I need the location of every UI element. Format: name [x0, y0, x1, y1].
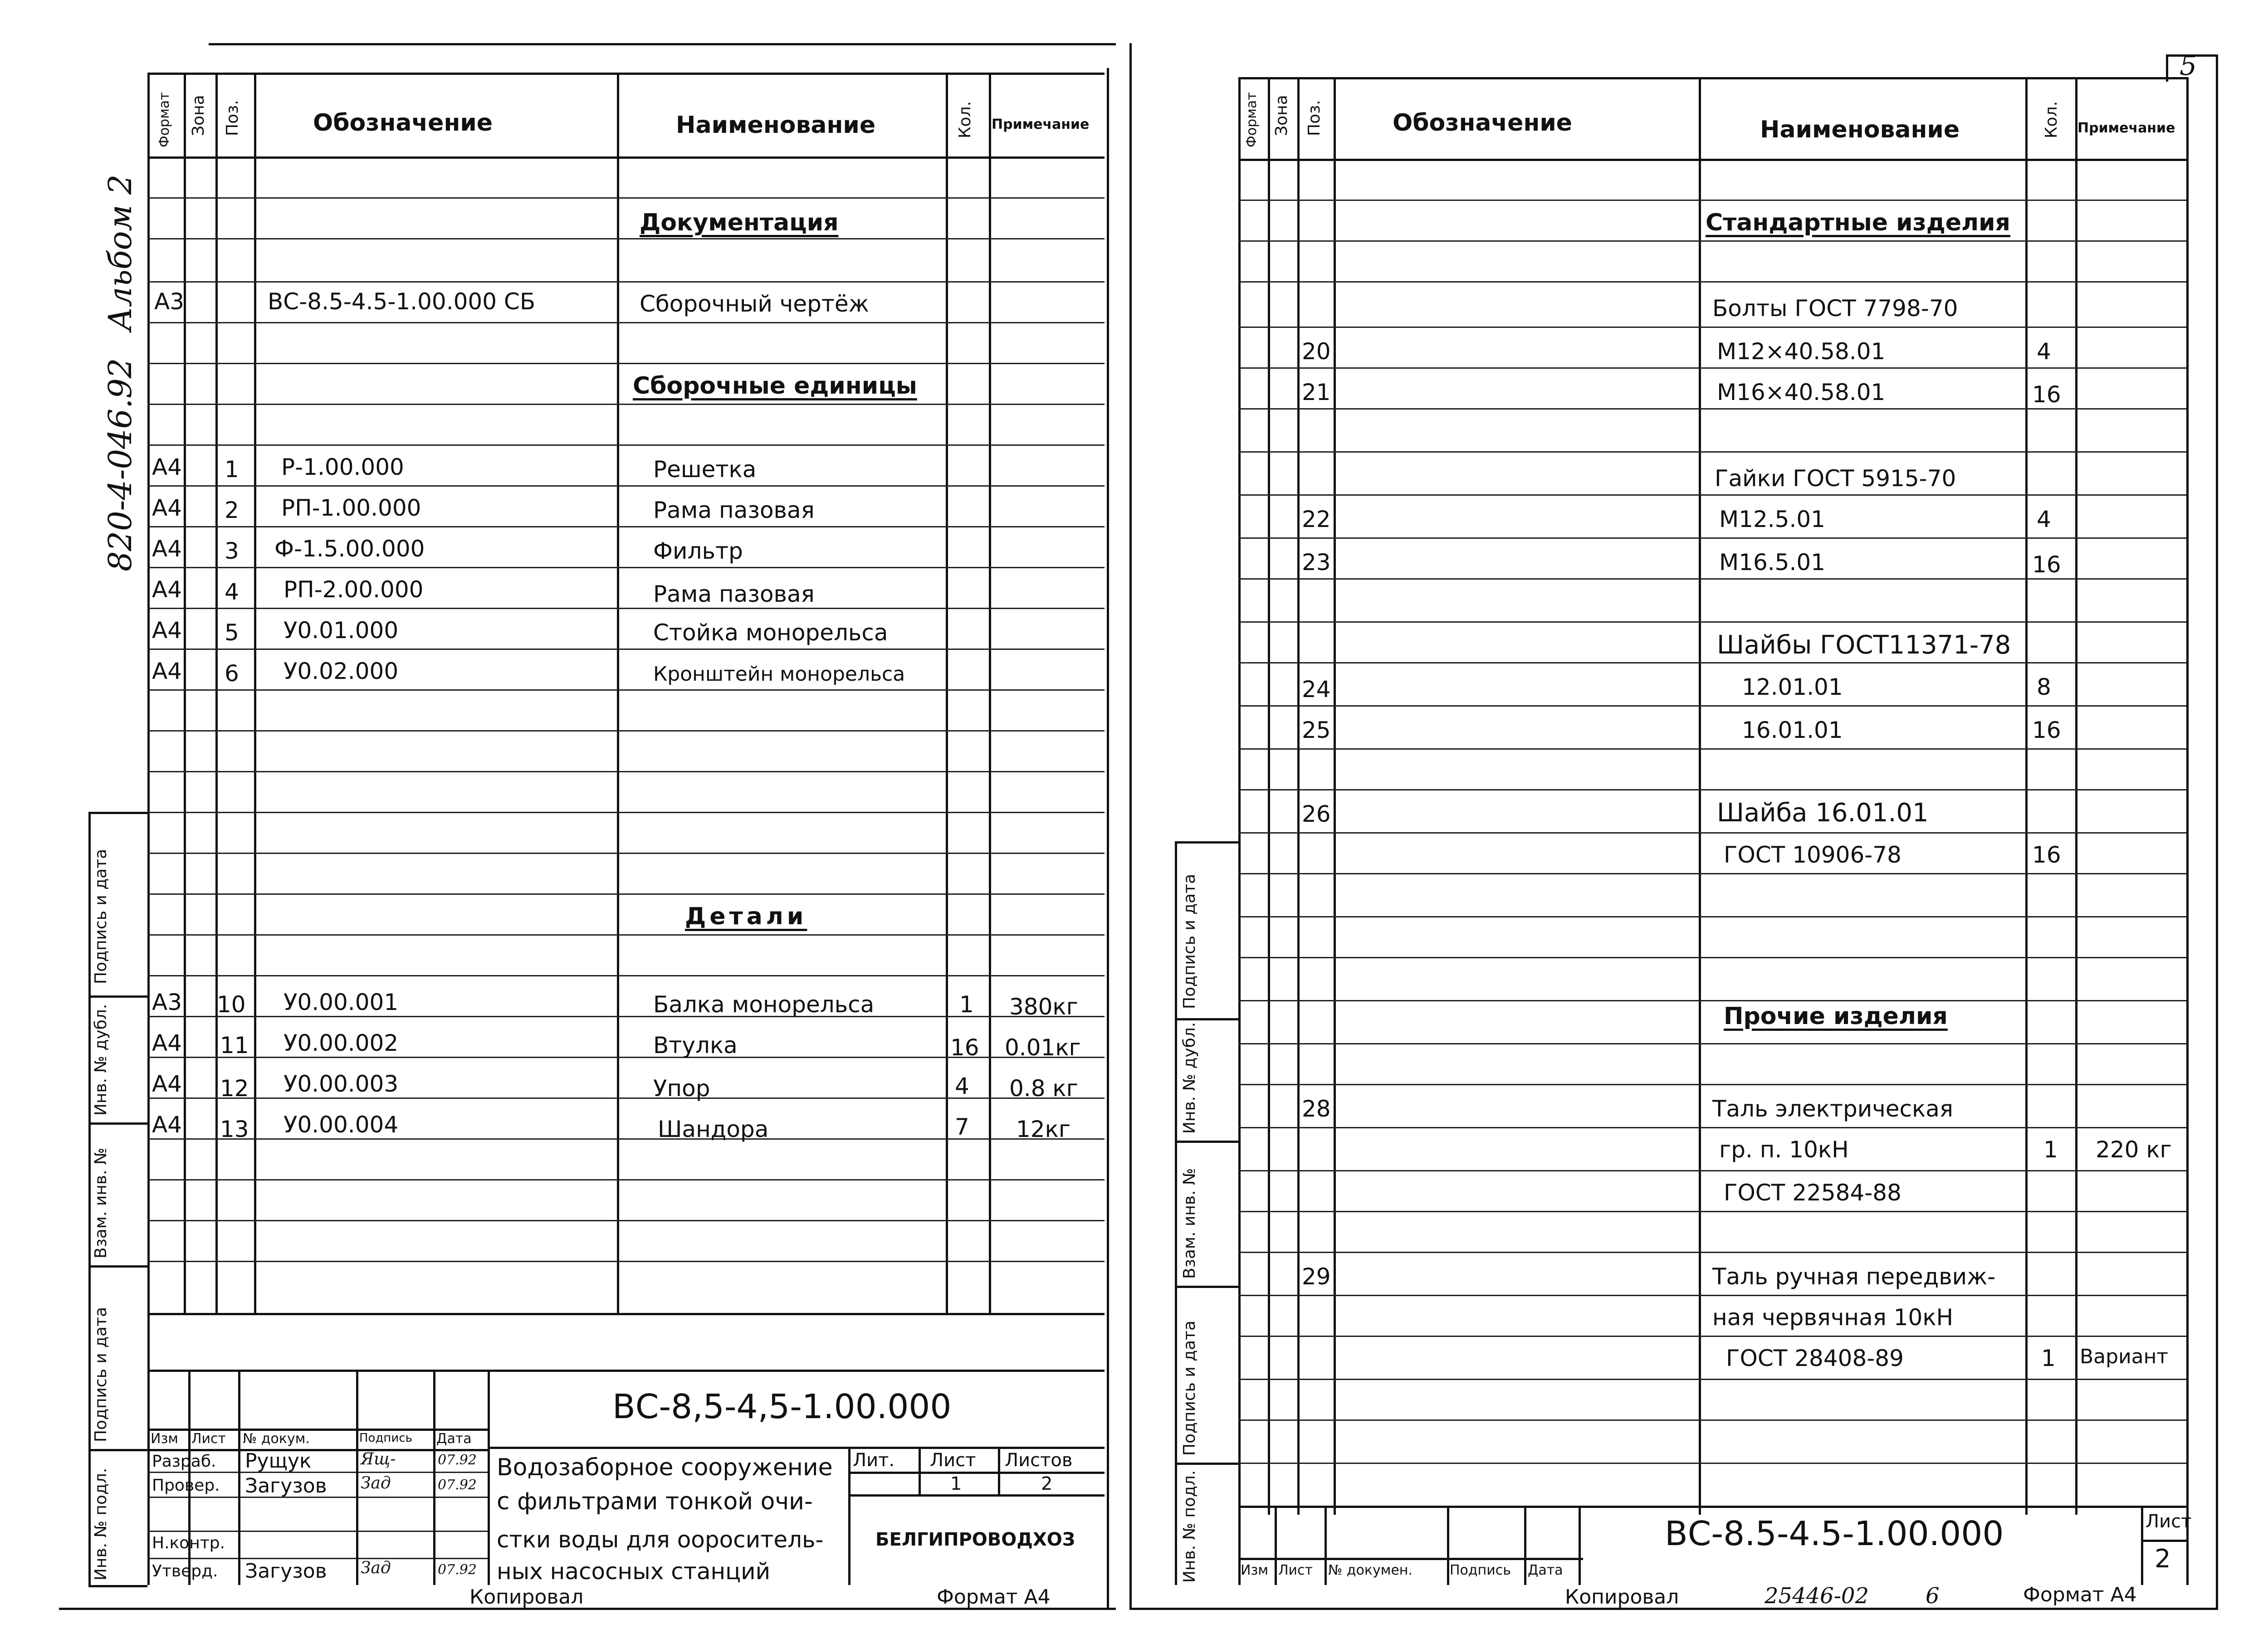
row-pos: 3: [225, 538, 239, 564]
row-name: Фильтр: [653, 538, 743, 564]
tb-person: Загузов: [245, 1474, 327, 1497]
row-name: Стойка монорельса: [653, 619, 888, 646]
row-line: [147, 281, 1105, 283]
row-line: [1238, 1084, 2186, 1085]
row-note: Вариант: [2080, 1345, 2169, 1368]
footer-copied: Копировал: [1565, 1585, 1679, 1609]
row-line: [1238, 240, 2186, 242]
row-name: Упор: [653, 1075, 710, 1102]
row-name: ГОСТ 22584-88: [1724, 1180, 1901, 1206]
row-format: А4: [152, 495, 182, 521]
row-line: [1238, 281, 2186, 283]
row-name: М16×40.58.01: [1717, 379, 1886, 405]
tb-col-list: Лист: [1278, 1562, 1313, 1578]
row-pos: 2: [225, 497, 239, 523]
tb-person: Рущук: [245, 1449, 312, 1473]
row-note: 12кг: [1016, 1116, 1071, 1142]
row-format: А4: [152, 536, 182, 562]
row-line: [147, 649, 1105, 650]
row-line: [147, 567, 1105, 568]
stamp-sign-date: Подпись и дата: [92, 849, 110, 984]
row-format: А4: [152, 1030, 182, 1056]
tb-col: [1447, 1506, 1449, 1585]
doc-code-vertical: 820-4-046.92: [102, 358, 139, 571]
tb-col-date: Дата: [436, 1431, 472, 1447]
stamp-inv-swap: Взам. инв. №: [1180, 1168, 1199, 1279]
row-qty: 16: [2032, 717, 2061, 743]
page-number: 5: [2180, 50, 2197, 82]
row-name: Рама пазовая: [653, 497, 815, 523]
row-designation: У0.00.001: [284, 989, 399, 1015]
row-line: [1238, 789, 2186, 790]
stamp-line: [88, 1585, 147, 1587]
row-line: [147, 1261, 1105, 1262]
right-col: [2075, 77, 2077, 1515]
row-qty: 4: [2037, 338, 2051, 365]
stamp-line: [88, 995, 147, 998]
footer-format: Формат А4: [937, 1585, 1051, 1609]
footer-order-sheet: 6: [1926, 1583, 1940, 1609]
left-table-left: [147, 73, 150, 1585]
row-name: ная червячная 10кН: [1712, 1304, 1954, 1331]
tb-col: [1579, 1506, 1581, 1585]
tb-title-line: стки воды для оороситель-: [497, 1527, 824, 1553]
tb-line: [147, 1472, 488, 1473]
row-format: А4: [152, 576, 182, 603]
tb-col: [488, 1370, 490, 1585]
right-stamp-outer: [1175, 841, 1177, 1585]
row-line: [147, 934, 1105, 936]
row-line: [1238, 494, 2186, 496]
left-top-edge: [209, 43, 1116, 45]
row-line: [1238, 832, 2186, 834]
left-table-top: [147, 73, 1105, 75]
row-pos: 26: [1302, 801, 1331, 827]
row-qty: 16: [2032, 842, 2061, 868]
stamp-inv-dup: Инв. № дубл.: [92, 1004, 110, 1116]
header-note: Примечание: [2077, 120, 2175, 136]
row-name: 16.01.01: [1742, 717, 1843, 743]
tb-col-date: Дата: [1528, 1562, 1563, 1578]
row-line: [147, 853, 1105, 854]
right-col: [1334, 77, 1336, 1515]
tb-sheets-total: 2: [1041, 1473, 1053, 1494]
left-col-2: [215, 73, 218, 1315]
left-doc-code: ВС-8,5-4,5-1.00.000: [612, 1387, 952, 1426]
stamp-line: [1175, 1463, 1238, 1465]
tb-col-doc: № докум.: [243, 1431, 310, 1447]
row-qty: 8: [2037, 674, 2051, 700]
row-line: [147, 197, 1105, 199]
row-name: Болты ГОСТ 7798-70: [1712, 295, 1958, 322]
row-name: Шандора: [658, 1116, 769, 1142]
stamp-inv-orig: Инв. № подл.: [92, 1468, 110, 1580]
row-line: [147, 1179, 1105, 1180]
stamp-line: [1175, 1018, 1238, 1020]
row-line: [1238, 327, 2186, 328]
row-line: [1238, 451, 2186, 453]
tb-sheet-label: Лист: [2146, 1511, 2192, 1532]
row-designation: У0.00.002: [284, 1030, 399, 1056]
row-line: [1238, 367, 2186, 369]
stamp-line: [88, 812, 147, 814]
row-pos: 29: [1302, 1263, 1331, 1290]
row-qty: 16: [950, 1034, 979, 1061]
tb-line: [2141, 1540, 2186, 1542]
row-line: [147, 444, 1105, 446]
section-standard: Стандартные изделия: [1706, 209, 2010, 236]
header-designation: Обозначение: [1393, 109, 1573, 137]
tb-sheet-no: 2: [2155, 1544, 2171, 1574]
tb-col: [1275, 1506, 1277, 1585]
right-doc-code: ВС-8.5-4.5-1.00.000: [1665, 1514, 2004, 1553]
header-format: Формат: [156, 92, 172, 147]
row-format: А4: [152, 617, 182, 644]
stamp-sign-date-2: Подпись и дата: [1180, 1320, 1199, 1456]
row-pos: 6: [225, 660, 239, 687]
header-zone: Зона: [189, 95, 208, 136]
tb-person: Загузов: [245, 1560, 327, 1583]
row-name: Гайки ГОСТ 5915-70: [1715, 465, 1956, 492]
tb-role: Провер.: [152, 1476, 220, 1495]
row-line: [1238, 1043, 2186, 1044]
header-name: Наименование: [676, 112, 876, 139]
tb-col-doc: № докумен.: [1328, 1562, 1413, 1578]
row-line: [1238, 200, 2186, 201]
tb-col-sign: Подпись: [1450, 1562, 1511, 1578]
row-line: [1238, 916, 2186, 917]
tb-line: [147, 1531, 488, 1532]
row-pos: 5: [225, 619, 239, 646]
footer-format: Формат А4: [2023, 1583, 2137, 1606]
stamp-sign-date: Подпись и дата: [1180, 873, 1199, 1009]
row-line: [1238, 1170, 2186, 1171]
tb-col: [998, 1447, 1000, 1494]
row-line: [1238, 748, 2186, 750]
row-line: [147, 485, 1105, 487]
section-other: Прочие изделия: [1724, 1003, 1948, 1030]
header-pos: Поз.: [223, 100, 242, 136]
row-name: Рама пазовая: [653, 581, 815, 607]
tb-col: [848, 1447, 850, 1585]
row-name: Шайбы ГОСТ11371-78: [1717, 630, 2011, 660]
row-name: Шайба 16.01.01: [1717, 798, 1929, 828]
stamp-inv-swap: Взам. инв. №: [92, 1147, 110, 1258]
left-header-bottom: [147, 156, 1105, 159]
tb-col: [1524, 1506, 1526, 1585]
left-col-4: [617, 73, 619, 1315]
row-line: [147, 975, 1105, 976]
tb-sheets-label: Листов: [1005, 1450, 1073, 1471]
header-zone: Зона: [1272, 95, 1291, 136]
row-note: 220 кг: [2096, 1136, 2172, 1163]
stamp-line: [1175, 1286, 1238, 1288]
row-designation: РП-1.00.000: [281, 495, 421, 521]
row-line: [1238, 705, 2186, 707]
tb-signature: Зад: [361, 1559, 391, 1577]
row-qty: 1: [959, 991, 974, 1018]
right-table-right: [2186, 77, 2189, 1585]
row-qty: 7: [955, 1114, 969, 1140]
row-line: [1238, 662, 2186, 663]
stamp-inv-dup: Инв. № дубл.: [1180, 1022, 1199, 1134]
right-col: [1268, 77, 1270, 1515]
row-line: [147, 689, 1105, 691]
row-line: [1238, 408, 2186, 410]
tb-org: БЕЛГИПРОВОДХОЗ: [875, 1529, 1075, 1550]
tb-title-line: Водозаборное сооружение: [497, 1454, 833, 1481]
row-format: А4: [152, 1112, 182, 1138]
tb-col-izm: Изм: [1241, 1562, 1269, 1578]
row-name: М12.5.01: [1719, 506, 1825, 532]
tb-date: 07.92: [438, 1477, 477, 1493]
right-col: [2025, 77, 2028, 1515]
row-designation: У0.00.004: [284, 1112, 399, 1138]
row-pos: 4: [225, 579, 239, 605]
row-pos: 13: [220, 1116, 249, 1142]
row-designation: У0.02.000: [284, 658, 399, 684]
left-col-1: [184, 73, 186, 1315]
row-name: гр. п. 10кН: [1719, 1136, 1849, 1163]
row-line: [1238, 1252, 2186, 1253]
tb-sheet-label: Лист: [930, 1450, 976, 1471]
stamp-line: [88, 1449, 147, 1451]
stamp-sign-date-2: Подпись и дата: [92, 1307, 110, 1442]
right-left-edge: [1129, 43, 1132, 1608]
row-line: [1238, 1463, 2186, 1464]
row-name: М12×40.58.01: [1717, 338, 1886, 365]
header-qty: Кол.: [2042, 101, 2061, 138]
header-name: Наименование: [1760, 116, 1960, 143]
row-format: А4: [152, 658, 182, 684]
row-name: М16.5.01: [1719, 549, 1825, 576]
row-line: [147, 363, 1105, 364]
row-qty: 16: [2032, 551, 2061, 578]
stamp-line: [1175, 841, 1238, 844]
left-col-3: [254, 73, 256, 1315]
tb-title-line: ных насосных станций: [497, 1558, 771, 1585]
tb-role: Разраб.: [152, 1452, 216, 1471]
row-line: [1238, 621, 2186, 623]
section-assembly-units: Сборочные единицы: [633, 372, 917, 400]
row-qty: 16: [2032, 381, 2061, 408]
right-col: [1699, 77, 1701, 1515]
header-designation: Обозначение: [313, 109, 493, 137]
tb-signature: Ящ-: [361, 1450, 396, 1468]
tb-line: [147, 1449, 488, 1451]
header-qty: Кол.: [956, 101, 974, 138]
row-name: Решетка: [653, 456, 757, 483]
tb-signature: Зад: [361, 1474, 391, 1493]
left-col-6: [989, 73, 991, 1315]
row-pos: 23: [1302, 549, 1331, 576]
left-right-edge: [1107, 68, 1109, 1610]
row-line: [1238, 873, 2186, 874]
right-col: [1297, 77, 1300, 1515]
header-note: Примечание: [992, 117, 1090, 132]
tb-col: [2141, 1506, 2143, 1585]
row-designation: Ф-1.5.00.000: [274, 536, 425, 562]
tb-line: [147, 1370, 1105, 1372]
row-pos: 21: [1302, 379, 1331, 405]
tb-line: [848, 1494, 1105, 1497]
tb-col: [238, 1370, 240, 1585]
row-line: [147, 730, 1105, 732]
tb-date: 07.92: [438, 1562, 477, 1578]
doc-name: Сборочный чертёж: [640, 291, 869, 317]
row-line: [147, 1220, 1105, 1221]
tb-col: [919, 1447, 921, 1494]
row-line: [1238, 537, 2186, 539]
row-designation: У0.01.000: [284, 617, 399, 644]
right-right-edge: [2216, 54, 2218, 1608]
row-line: [1238, 1127, 2186, 1128]
row-pos: 12: [220, 1075, 249, 1102]
right-table-bottom: [1238, 1506, 2186, 1508]
stamp-inv-orig: Инв. № подл.: [1180, 1470, 1199, 1583]
row-note: 0.01кг: [1005, 1034, 1081, 1061]
tb-sheet-no: 1: [950, 1473, 962, 1494]
header-pos: Поз.: [1305, 100, 1324, 136]
row-name: Кронштейн монорельса: [653, 663, 905, 686]
row-pos: 24: [1302, 676, 1331, 702]
row-qty: 1: [2041, 1345, 2056, 1371]
row-line: [1238, 1211, 2186, 1212]
row-note: 380кг: [1009, 994, 1078, 1020]
tb-role: Н.контр.: [152, 1534, 225, 1552]
row-pos: 22: [1302, 506, 1331, 532]
tb-col-sign: Подпись: [359, 1431, 412, 1445]
row-qty: 1: [2043, 1136, 2058, 1163]
row-line: [1238, 957, 2186, 958]
row-line: [147, 526, 1105, 527]
row-pos: 20: [1302, 338, 1331, 365]
row-line: [147, 812, 1105, 813]
tb-role: Утверд.: [152, 1562, 218, 1580]
stamp-line: [88, 1265, 147, 1268]
tb-col-izm: Изм: [151, 1431, 179, 1447]
row-format: А4: [152, 1071, 182, 1097]
row-pos: 25: [1302, 717, 1331, 743]
doc-format: А3: [154, 288, 185, 315]
left-stamp-outer: [88, 812, 91, 1585]
row-pos: 11: [220, 1032, 249, 1058]
row-line: [1238, 1379, 2186, 1380]
row-note: 0.8 кг: [1009, 1075, 1078, 1102]
right-table-top: [1238, 77, 2186, 79]
footer-order-no: 25446-02: [1765, 1583, 1869, 1609]
row-qty: 4: [955, 1073, 969, 1099]
tb-line: [488, 1447, 1105, 1449]
tb-col: [1325, 1506, 1327, 1585]
tb-line: [1238, 1558, 1583, 1560]
row-designation: У0.00.003: [284, 1071, 399, 1097]
footer-copied: Копировал: [469, 1585, 584, 1609]
tb-line: [848, 1472, 1105, 1474]
left-col-5: [946, 73, 948, 1315]
row-line: [1238, 578, 2186, 580]
row-name: Балка монорельса: [653, 991, 875, 1018]
row-line: [147, 893, 1105, 895]
row-designation: Р-1.00.000: [281, 454, 404, 480]
left-table-bottom: [147, 1313, 1105, 1315]
row-name: Таль ручная передвиж-: [1712, 1263, 1996, 1290]
row-pos: 28: [1302, 1096, 1331, 1122]
header-format: Формат: [1244, 92, 1260, 147]
stamp-line: [88, 1122, 147, 1125]
row-line: [147, 238, 1105, 239]
doc-designation: ВС-8.5-4.5-1.00.000 СБ: [268, 288, 536, 315]
row-pos: 10: [217, 991, 246, 1018]
row-pos: 1: [225, 456, 239, 483]
album-note: Альбом 2: [102, 174, 139, 331]
row-format: А3: [152, 989, 182, 1015]
row-designation: РП-2.00.000: [284, 576, 424, 603]
right-table-left: [1238, 77, 1241, 1585]
row-qty: 4: [2037, 506, 2051, 532]
row-name: Втулка: [653, 1032, 738, 1058]
row-name: Таль электрическая: [1712, 1096, 1953, 1122]
tb-col: [356, 1370, 358, 1585]
row-line: [1238, 1295, 2186, 1296]
row-line: [147, 322, 1105, 323]
tb-line: [147, 1558, 488, 1559]
row-name: ГОСТ 28408-89: [1726, 1345, 1904, 1371]
row-line: [147, 608, 1105, 609]
tb-lit-label: Лит.: [853, 1450, 895, 1471]
row-line: [1238, 1000, 2186, 1001]
tb-col-list: Лист: [191, 1431, 226, 1447]
row-line: [1238, 1336, 2186, 1337]
row-format: А4: [152, 454, 182, 480]
tb-date: 07.92: [438, 1452, 477, 1468]
row-line: [147, 404, 1105, 405]
row-name: ГОСТ 10906-78: [1724, 842, 1901, 868]
section-details: Детали: [685, 903, 807, 930]
tb-col: [433, 1370, 435, 1585]
right-header-bottom: [1238, 159, 2186, 161]
section-documentation: Документация: [640, 209, 839, 236]
row-name: 12.01.01: [1742, 674, 1843, 700]
stamp-line: [1175, 1141, 1238, 1143]
tb-title-line: с фильтрами тонкой очи-: [497, 1488, 813, 1515]
row-line: [147, 771, 1105, 772]
row-line: [1238, 1419, 2186, 1421]
